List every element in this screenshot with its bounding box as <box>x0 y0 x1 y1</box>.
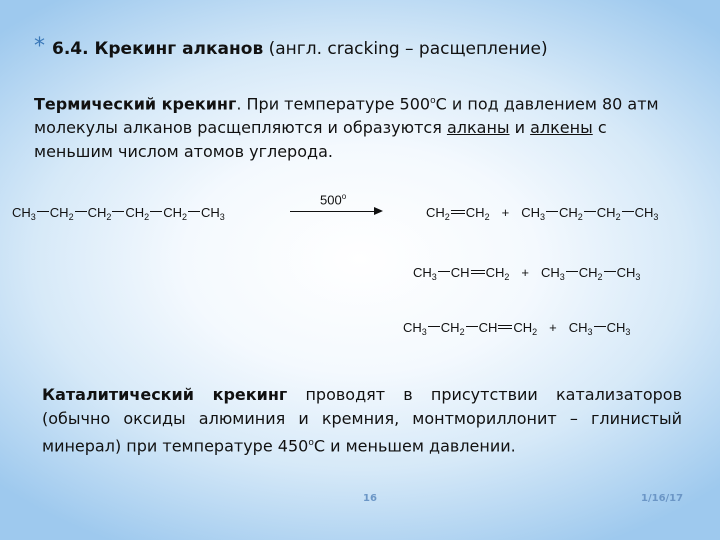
slide-title <box>52 37 692 61</box>
alkanes-link: алканы <box>446 118 510 138</box>
thermal-cracking-paragraph: Термический крекинг. При температуре $500^оС$ и под давлением 80 атм молекулы алканов расщепляются и образуются алканы и алкены с меньшим числом атомов углерода. <box>34 94 659 162</box>
page-number: 16 <box>363 493 377 504</box>
arrow-condition: $500^о$ <box>320 192 347 208</box>
slide-date: 1/16/17 <box>641 493 684 504</box>
alkenes-link: алкены <box>530 118 593 138</box>
title-rest: (англ. cracking – расщепление) <box>263 39 548 59</box>
catalytic-cracking-paragraph: Каталитический крекинг проводят в присутствии катализаторов (обычно оксиды алюминия и кремния, монтмориллонит – глинистый минерал) при температуре $450^оС$ и меньшем давлении. <box>42 385 682 456</box>
catalytic-term: Каталитический крекинг <box>42 385 288 404</box>
bullet-marker: * <box>34 34 45 59</box>
reactant-hexane: $CH_3$ $CH_2$ $CH_2$ $CH_2$ $CH_2$ $CH_3$ <box>12 205 225 222</box>
reaction-arrow <box>290 192 384 222</box>
products-butene-ethane: $CH_3$ $CH_2$ CH $CH_2 + CH_3$ $CH_3$ <box>403 320 631 337</box>
title-bold: 6.4. Крекинг алканов <box>52 39 264 59</box>
thermal-term: Термический крекинг <box>34 94 237 114</box>
arrow-line <box>290 211 376 212</box>
arrow-head-icon <box>374 207 383 215</box>
products-ethylene-butane: $CH_2$ $CH_2 + CH_3$ $CH_2$ $CH_2$ $CH_3$ <box>426 205 659 222</box>
products-propene-propane: $CH_3$ CH $CH_2 + CH_3$ $CH_2$ $CH_3$ <box>413 265 641 282</box>
